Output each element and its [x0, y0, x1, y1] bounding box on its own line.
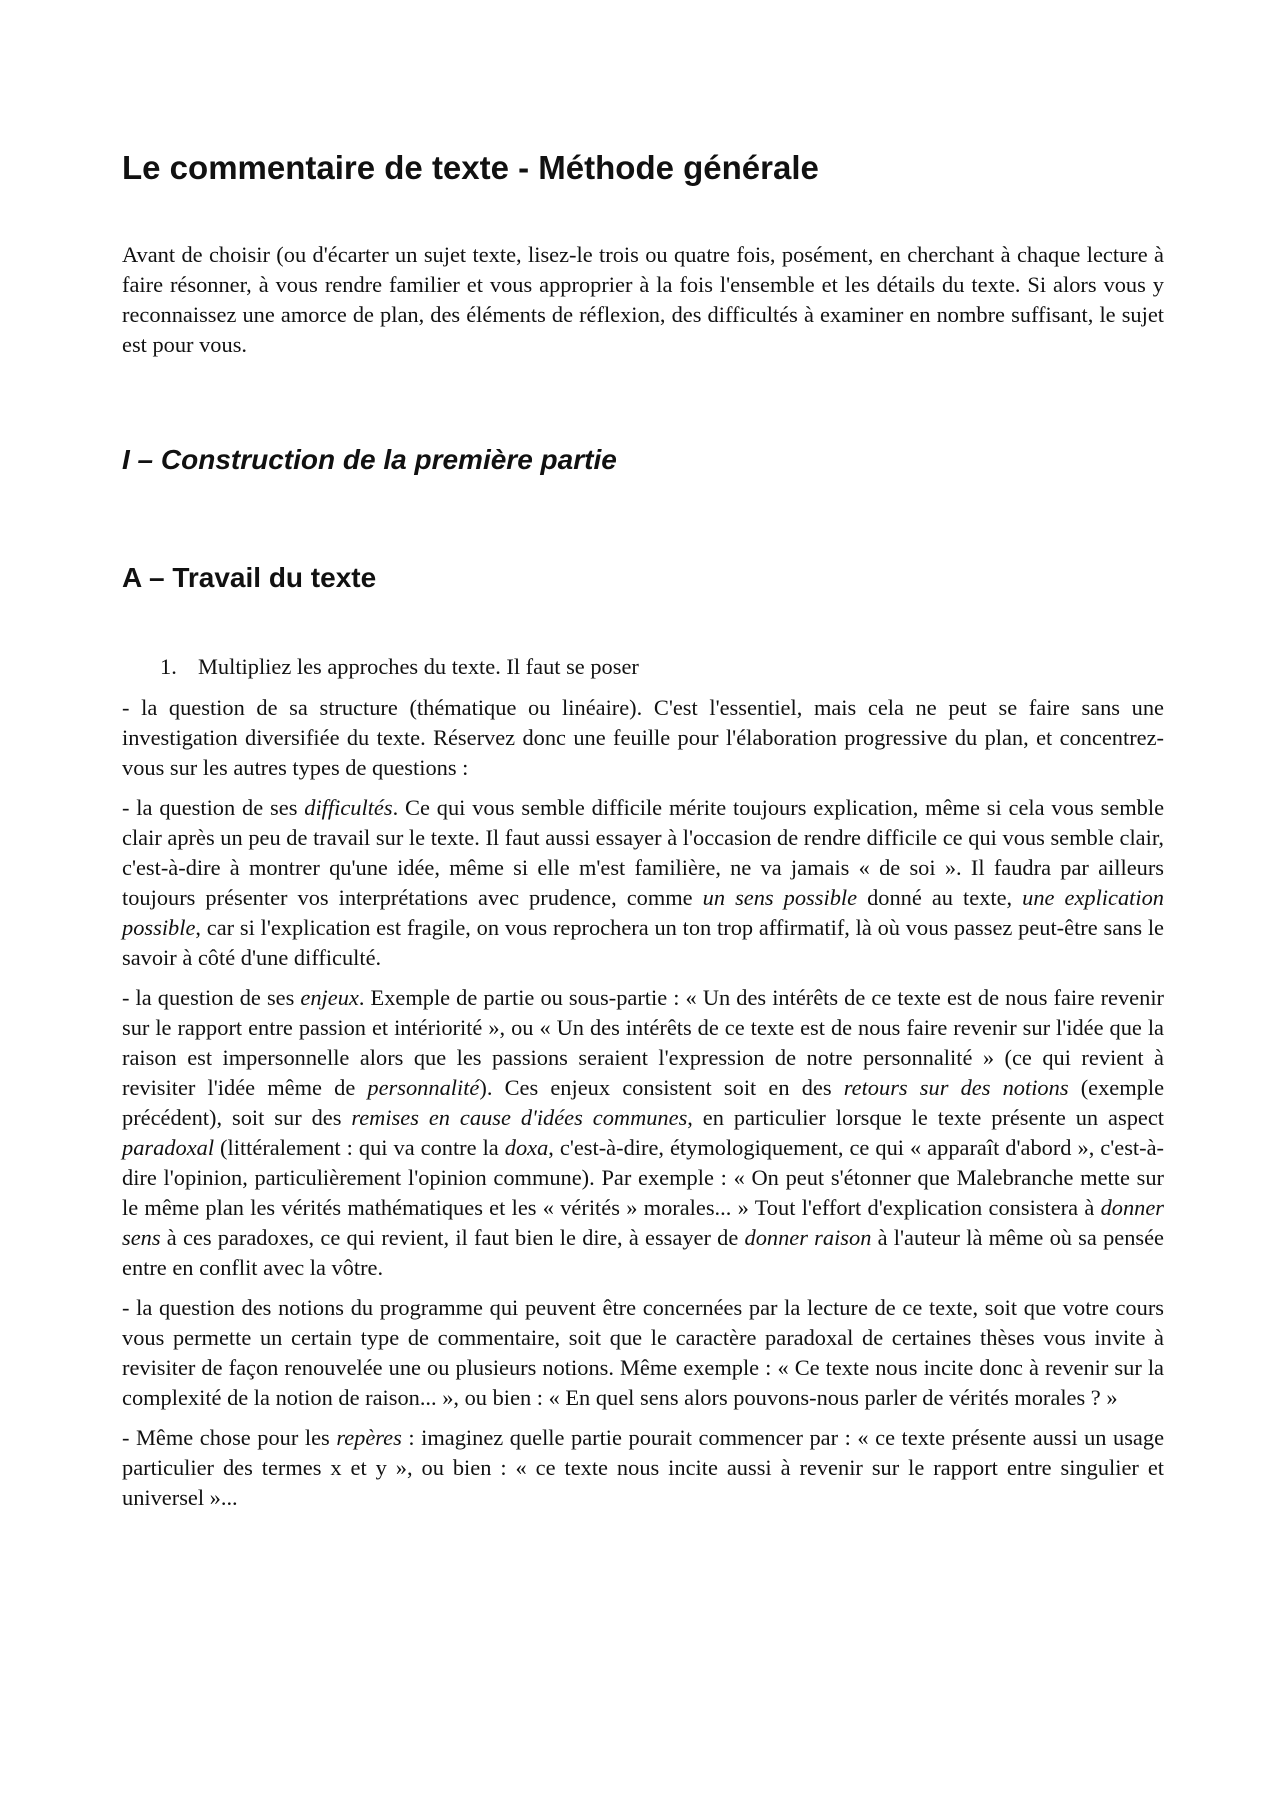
paragraph-list — [122, 693, 1164, 1523]
document-title: Le commentaire de texte - Méthode générale — [122, 149, 819, 186]
paragraph-enjeux: - la question de ses enjeux. Exemple de partie ou sous-partie : « Un des intérêts de ce texte est de nous faire revenir sur le rapport entre passion et intériorité », ou « Un des intérêts de ce texte est de nous faire revenir sur l'idée que la raison est impersonnelle alors que les passions seraient l'expression de notre personnalité » (ce qui revient à revisiter l'idée même de personnalité). Ces enjeux consistent soit en des retours sur des notions (exemple précédent), soit sur des remises en cause d'idées communes, en particulier lorsque le texte présente un aspect paradoxal (littéralement : qui va contre la doxa, c'est-à-dire, étymologiquement, ce qui « apparaît d'abord », c'est-à-dire l'opinion, particulièrement l'opinion commune). Par exemple : « On peut s'étonner que Malebranche mette sur le même plan les vérités mathématiques et les « vérités » morales... » Tout l'effort d'explication consistera à donner sens à ces paradoxes, ce qui revient, il faut bien le dire, à essayer de donner raison à l'auteur là même où sa pensée entre en conflit avec la vôtre. — [122, 985, 1165, 1280]
intro-paragraph: Avant de choisir (ou d'écarter un sujet texte, lisez-le trois ou quatre fois, posément, en cherchant à chaque lecture à faire résonner, à vous rendre familier et vous approprier à la fois l'ensemble et les détails du texte. Si alors vous y reconnaissez une amorce de plan, des éléments de réflexion, des difficultés à examiner en nombre suffisant, le sujet est pour vous. — [122, 242, 1164, 357]
paragraph-difficultes: - la question de ses difficultés. Ce qui vous semble difficile mérite toujours explication, même si cela vous semble clair après un peu de travail sur le texte. Il faut aussi essayer à l'occasion de rendre difficile ce qui vous semble clair, c'est-à-dire à montrer qu'une idée, même si elle m'est familière, ne va jamais « de soi ». Il faudra par ailleurs toujours présenter vos interprétations avec prudence, comme un sens possible donné au texte, une explication possible, car si l'explication est fragile, on vous reprochera un ton trop affirmatif, là où vous passez peut-être sans le savoir à côté d'une difficulté. — [122, 795, 1165, 970]
numbered-item — [160, 652, 639, 682]
subsection-heading: A – Travail du texte — [122, 562, 377, 593]
paragraph-structure: - la question de sa structure (thématique ou linéaire). C'est l'essentiel, mais cela ne peut se faire sans une investigation diversifiée du texte. Réservez donc une feuille pour l'élaboration progressive du plan, et concentrez-vous sur les autres types de questions : — [122, 695, 1164, 780]
section-heading: I – Construction de la première partie — [122, 444, 617, 475]
item-text: Multipliez les approches du texte. Il faut se poser — [198, 654, 639, 679]
item-number: 1. — [160, 654, 177, 679]
paragraph-notions: - la question des notions du programme qui peuvent être concernées par la lecture de ce texte, soit que votre cours vous permette un certain type de commentaire, soit que le caractère paradoxal de certaines thèses vous invite à revisiter de façon renouvelée une ou plusieurs notions. Même exemple : « Ce texte nous incite donc à revenir sur la complexité de la notion de raison... », ou bien : « En quel sens alors pouvons-nous parler de vérités morales ? » — [122, 1295, 1164, 1410]
paragraph-reperes: - Même chose pour les repères : imaginez quelle partie pourait commencer par : « ce texte présente aussi un usage particulier des termes x et y », ou bien : « ce texte nous incite aussi à revenir sur le rapport entre singulier et universel »... — [122, 1425, 1165, 1510]
